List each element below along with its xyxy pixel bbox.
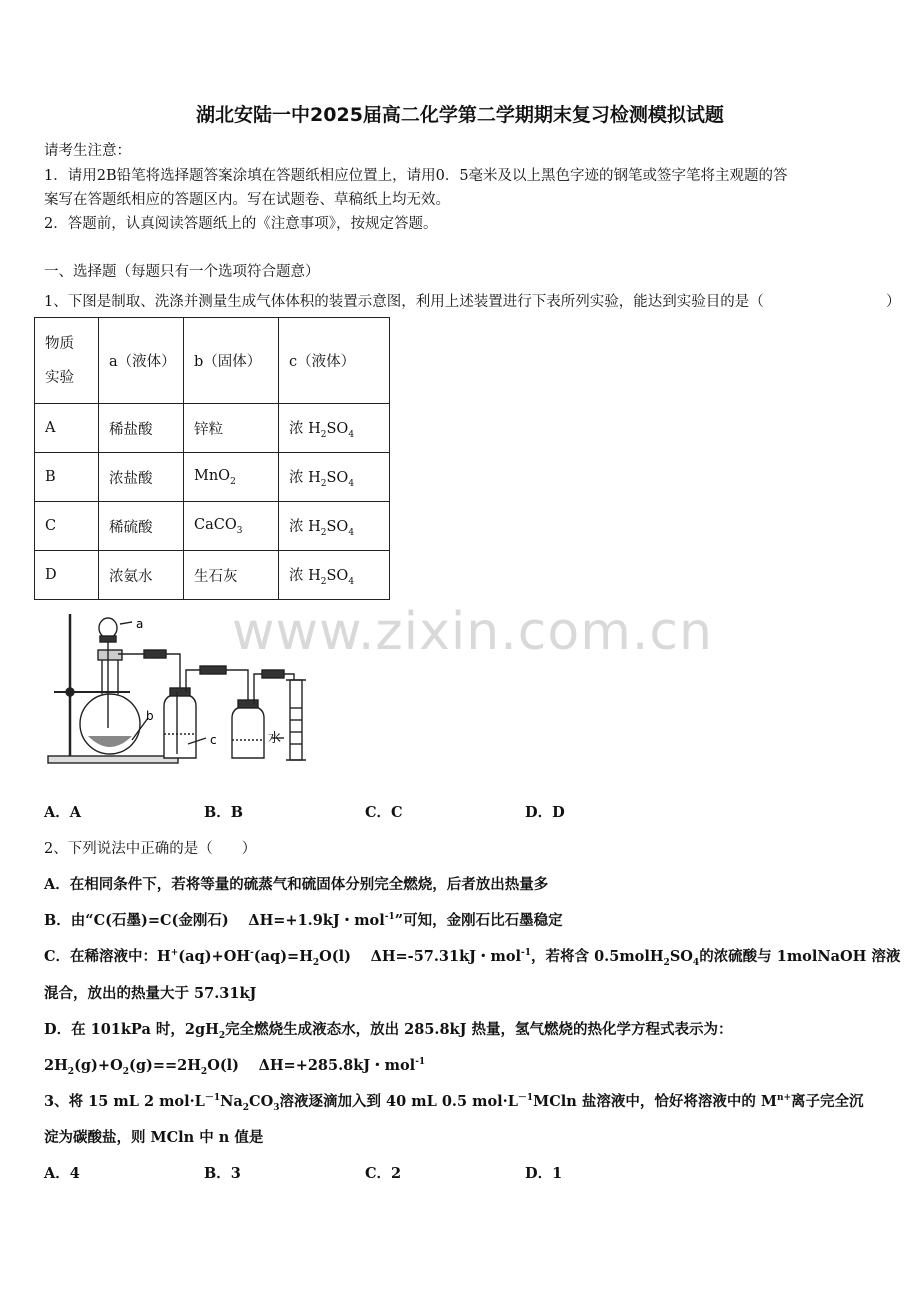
q3-option-a: A．4 (44, 1165, 80, 1182)
label-water: 水 (268, 731, 282, 746)
notice-line-1: 1．请用2B铅笔将选择题答案涂填在答题纸相应位置上，请用0．5毫米及以上黑色字迹的钢笔或签字笔将主观题的答 (44, 168, 788, 184)
notice-heading: 请考生注意： (44, 143, 131, 159)
notice-line-2: 2．答题前，认真阅读答题纸上的《注意事项》，按规定答题。 (44, 216, 438, 232)
row-a: 浓氨水 (99, 551, 184, 600)
row-a: 稀盐酸 (99, 404, 184, 453)
notice-line-1b: 案写在答题纸相应的答题区内。写在试题卷、草稿纸上均无效。 (44, 192, 450, 208)
q1-option-b: B．B (204, 804, 244, 821)
header-material: 物质 (45, 335, 74, 352)
row-a: 浓盐酸 (99, 453, 184, 502)
wash-bottle (164, 694, 196, 758)
header-c: c（液体） (279, 318, 390, 404)
header-b: b（固体） (184, 318, 279, 404)
q2-option-c-line2: 混合，放出的热量大于 57.31kJ (44, 985, 257, 1002)
question-2-stem: 2、下列说法中正确的是（ ） (44, 841, 257, 857)
label-a: a (136, 617, 144, 631)
stand-base (48, 756, 178, 763)
q2-option-b: B．由“C(石墨)=C(金刚石) ΔH=+1.9kJ・mol$^{-1}$”可知，金刚石比石墨稳定 (44, 912, 563, 929)
row-b: 锌粒 (184, 404, 279, 453)
row-a: 稀硫酸 (99, 502, 184, 551)
section-heading: 一、选择题（每题只有一个选项符合题意） (44, 264, 320, 280)
experiment-table (34, 317, 390, 600)
page-title: 湖北安陆一中2025届高二化学第二学期期末复习检测模拟试题 (196, 104, 724, 126)
row-c: 浓 $H_2SO_4$ (279, 502, 390, 551)
row-b: 生石灰 (184, 551, 279, 600)
row-id: C (35, 502, 99, 551)
q1-option-d: D．D (525, 804, 565, 821)
question-3-stem: 3、将 15 mL 2 $mol\cdot L^{-1}Na_2CO_3$溶液逐滴加入到 40 mL 0.5 $mol\cdot L^{-1}MCln$ 盐溶液中，恰好将溶液中的 $M^{n+}$离子完全沉 (44, 1093, 864, 1113)
row-id: B (35, 453, 99, 502)
q3-option-c: C．2 (365, 1165, 402, 1182)
table-corner-header (35, 318, 99, 404)
watermark: www.zixin.com.cn (232, 602, 713, 662)
q2-option-c: C．在稀溶液中：$H^+(aq)+OH^-(aq)=H_2O(l)$ ΔH=-57.31kJ・mol$^{-1}$，若将含 $0.5molH_2SO_4$的浓硫酸与 1molNaOH 溶液 (44, 948, 901, 968)
question-1-stem: 1、下图是制取、洗涤并测量生成气体体积的装置示意图，利用上述装置进行下表所列实验，能达到实验目的是（ (44, 294, 764, 310)
question-3-line2: 淀为碳酸盐，则 MCln 中 n 值是 (44, 1129, 264, 1146)
dropping-funnel (99, 618, 117, 638)
table-row (35, 404, 390, 453)
row-c: 浓 $H_2SO_4$ (279, 453, 390, 502)
row-id: D (35, 551, 99, 600)
row-c: 浓 $H_2SO_4$ (279, 551, 390, 600)
table-row (35, 502, 390, 551)
row-id: A (35, 404, 99, 453)
q2-option-d-equation: $2H_2(g)+O_2(g)==2H_2O(l)$ ΔH=+285.8kJ・mol$^{-1}$ (44, 1057, 426, 1077)
q3-option-d: D．1 (525, 1165, 563, 1182)
question-1-bracket: ） (886, 294, 901, 310)
table-row (35, 551, 390, 600)
q1-option-c: C．C (365, 804, 403, 821)
q2-option-d: D．在 101kPa 时，$2gH_2$完全燃烧生成液态水，放出 285.8kJ 热量，氢气燃烧的热化学方程式表示为： (44, 1021, 733, 1041)
row-b: MnO$_2$ (184, 453, 279, 502)
row-c: 浓 $H_2SO_4$ (279, 404, 390, 453)
header-a: a（液体） (99, 318, 184, 404)
q3-option-b: B．3 (204, 1165, 241, 1182)
q1-option-a: A．A (44, 804, 82, 821)
label-c: c (210, 733, 217, 747)
label-b: b (146, 709, 154, 723)
q2-option-a: A．在相同条件下，若将等量的硫蒸气和硫固体分别完全燃烧，后者放出热量多 (44, 876, 549, 893)
row-b: CaCO$_3$ (184, 502, 279, 551)
header-experiment: 实验 (45, 369, 74, 386)
table-row (35, 453, 390, 502)
water-bottle (232, 706, 264, 758)
